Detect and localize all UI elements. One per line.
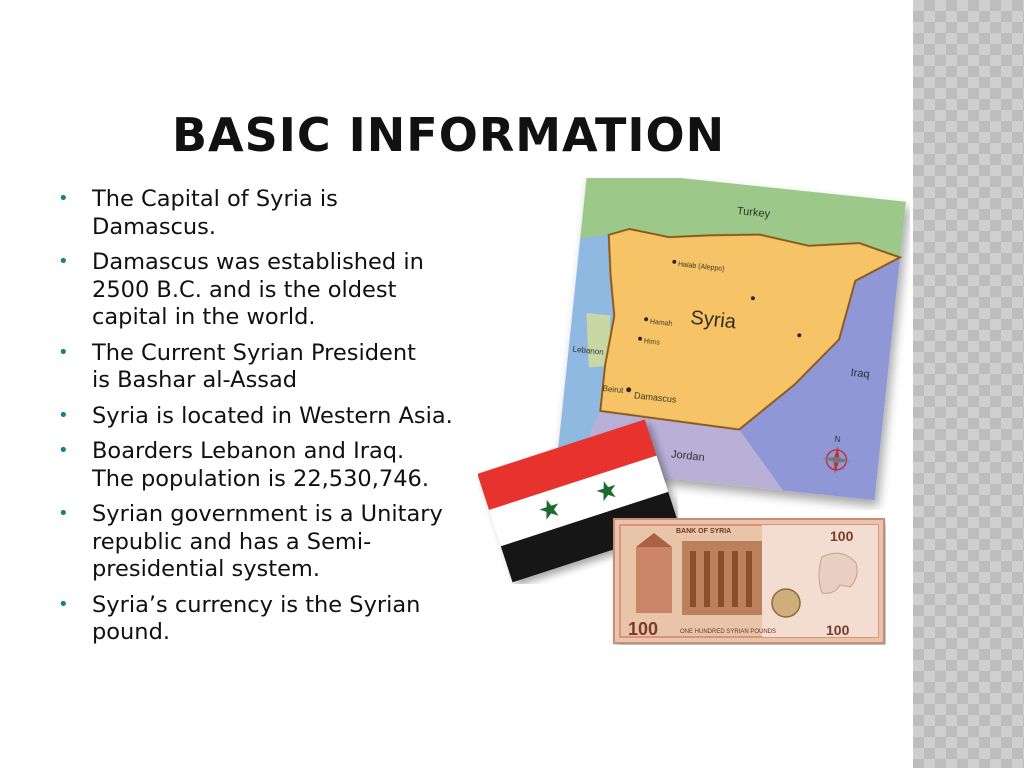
map-label-damascus: Damascus	[633, 390, 677, 405]
bullet-dot-icon: •	[58, 251, 69, 272]
map-label-homs: Hims	[643, 338, 661, 347]
map-label-iraq: Iraq	[850, 366, 871, 381]
banknote-value-right: 100	[826, 622, 850, 638]
bullet-dot-icon: •	[58, 188, 69, 209]
bullet-dot-icon: •	[58, 440, 69, 461]
bullet-dot-icon: •	[58, 341, 69, 363]
bullet-item: • The Capital of Syria is Damascus.	[58, 186, 338, 240]
decorative-side-pattern	[913, 0, 1024, 768]
compass-north-label: N	[834, 434, 841, 445]
bullet-item: • Syria’s currency is the Syrian pound.	[58, 591, 421, 645]
map-label-aleppo: Halab (Aleppo)	[677, 261, 725, 274]
bullet-item: • Syria is located in Western Asia.	[58, 402, 453, 429]
map-label-jordan: Jordan	[670, 448, 706, 465]
map-label-beirut: Beirut	[602, 384, 624, 396]
map-label-lebanon: Lebanon	[572, 344, 605, 357]
syrian-pound-banknote-image	[612, 517, 886, 645]
bullet-dot-icon: •	[58, 404, 69, 426]
slide-title: BASIC INFORMATION	[172, 108, 726, 162]
banknote-bank-text: BANK OF SYRIA	[676, 528, 732, 535]
bullet-list	[58, 186, 478, 655]
map-label-syria: Syria	[689, 306, 738, 334]
banknote-value-bottom: 100	[628, 619, 659, 639]
bullet-item: • The Current Syrian President is Bashar al-Assad	[58, 339, 416, 393]
map-label-hamah: Hamah	[649, 318, 673, 328]
bullet-dot-icon: •	[58, 503, 69, 524]
bullet-item: • Syrian government is a Unitary republic and has a Semi- presidential system.	[58, 501, 443, 582]
banknote-words-text: ONE HUNDRED SYRIAN POUNDS	[680, 629, 777, 635]
banknote-value-top: 100	[830, 528, 854, 544]
bullet-item: • Damascus was established in 2500 B.C. and is the oldest capital in the world.	[58, 249, 424, 330]
map-label-turkey: Turkey	[736, 205, 771, 221]
bullet-item: • Boarders Lebanon and Iraq. The population is 22,530,746.	[58, 438, 429, 492]
bullet-dot-icon: •	[58, 593, 69, 615]
